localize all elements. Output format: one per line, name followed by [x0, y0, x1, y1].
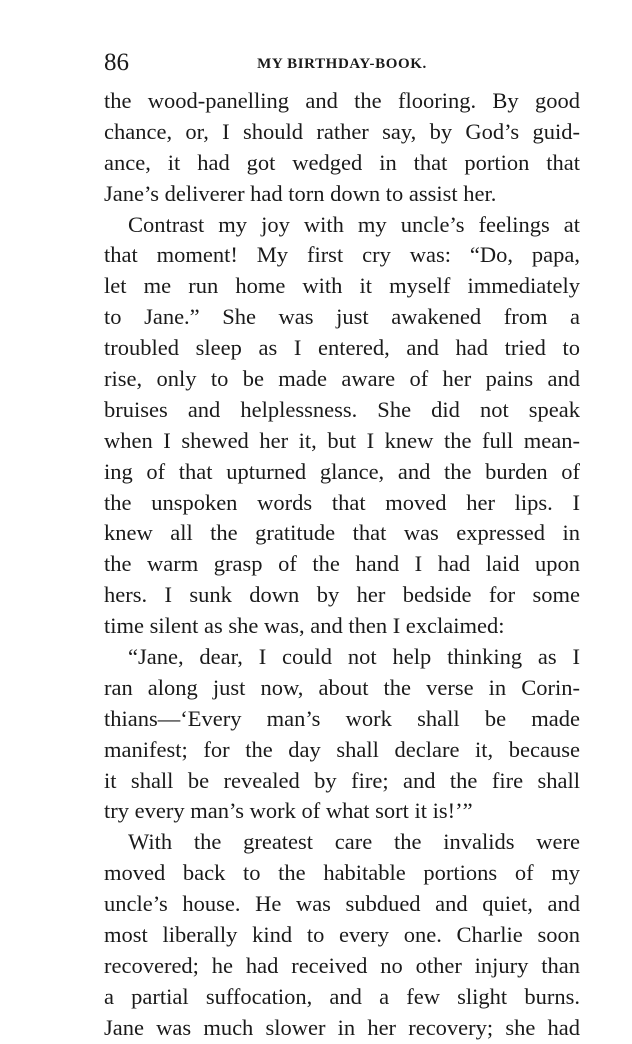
text-line: rise, only to be made aware of her pains and — [104, 366, 580, 392]
text-line: the wood-panelling and the flooring. By good — [104, 88, 580, 113]
paragraph-start-line: With the greatest care the invalids were — [128, 829, 580, 855]
text-line: troubled sleep as I entered, and had tried to — [104, 335, 580, 361]
text-line: hers. I sunk down by her bedside for some — [104, 582, 580, 608]
running-head — [104, 48, 580, 78]
text-line: thians—‘Every man’s work shall be made — [104, 705, 580, 731]
paragraph-start-line: Contrast my joy with my uncle’s feelings at — [128, 211, 580, 237]
text-line: ance, it had got wedged in that portion that — [104, 149, 580, 175]
text-line: try every man’s work of what sort it is!’” — [104, 798, 473, 824]
text-line: to Jane.” She was just awakened from a — [104, 304, 580, 330]
text-line: it shall be revealed by fire; and the fire shall — [104, 767, 580, 793]
text-line: that moment! My first cry was: “Do, papa, — [104, 242, 580, 268]
paragraph-start-line: “Jane, dear, I could not help thinking as I — [128, 644, 580, 670]
text-line: uncle’s house. He was subdued and quiet, and — [104, 891, 580, 917]
text-line: moved back to the habitable portions of my — [104, 860, 580, 886]
running-title: MY BIRTHDAY-BOOK. — [257, 56, 427, 72]
text-line: a partial suffocation, and a few slight burns. — [104, 983, 580, 1009]
text-line: Jane’s deliverer had torn down to assist her. — [104, 180, 497, 206]
text-line: ran along just now, about the verse in Corin- — [104, 674, 580, 700]
text-line: time silent as she was, and then I exclaimed: — [104, 613, 505, 639]
text-line: the warm grasp of the hand I had laid upon — [104, 551, 580, 577]
body-text — [104, 86, 580, 1044]
text-line: most liberally kind to every one. Charlie soon — [104, 922, 580, 948]
text-line: Jane was much slower in her recovery; she had — [104, 1014, 580, 1040]
text-line: ing of that upturned glance, and the burden of — [104, 458, 580, 484]
text-line: recovered; he had received no other injury than — [104, 952, 580, 978]
text-line: knew all the gratitude that was expressed in — [104, 520, 580, 546]
text-line: the unspoken words that moved her lips. I — [104, 489, 580, 515]
text-line: manifest; for the day shall declare it, because — [104, 736, 580, 762]
text-line: let me run home with it myself immediately — [104, 273, 580, 299]
text-line: chance, or, I should rather say, by God’s guid- — [104, 118, 580, 144]
text-line: bruises and helplessness. She did not speak — [104, 396, 580, 422]
page-number: 86 — [104, 49, 129, 76]
text-line: when I shewed her it, but I knew the full mean- — [104, 427, 580, 453]
